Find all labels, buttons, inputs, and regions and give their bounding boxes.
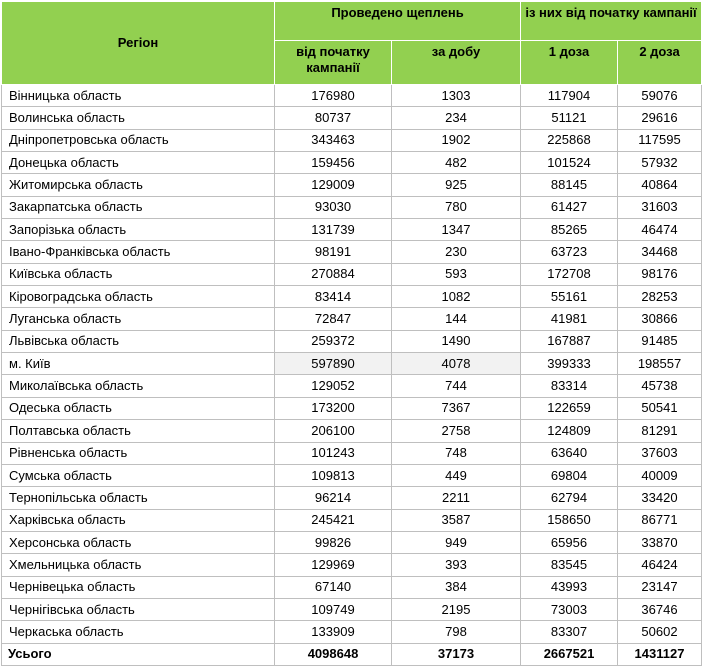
total-since-start-cell: 93030	[275, 196, 392, 218]
per-day-cell: 1902	[392, 129, 521, 151]
total-since-start-cell: 133909	[275, 621, 392, 643]
table-row	[2, 263, 702, 285]
dose2-cell: 91485	[618, 330, 702, 352]
dose1-cell: 124809	[521, 420, 618, 442]
region-cell: Волинська область	[2, 107, 275, 129]
region-cell: Запорізька область	[2, 219, 275, 241]
per-day-cell: 449	[392, 464, 521, 486]
total-since-start-cell: 129969	[275, 554, 392, 576]
dose2-cell: 46424	[618, 554, 702, 576]
table-row	[2, 353, 702, 375]
table-row	[2, 308, 702, 330]
per-day-cell: 2758	[392, 420, 521, 442]
dose1-cell: 51121	[521, 107, 618, 129]
region-cell: Харківська область	[2, 509, 275, 531]
dose2-cell: 98176	[618, 263, 702, 285]
table-row	[2, 621, 702, 643]
per-day-cell: 744	[392, 375, 521, 397]
dose2-cell: 57932	[618, 152, 702, 174]
per-day-cell: 925	[392, 174, 521, 196]
dose1-cell: 158650	[521, 509, 618, 531]
dose1-cell: 172708	[521, 263, 618, 285]
table-row	[2, 576, 702, 598]
table-row	[2, 531, 702, 553]
total-since-start-cell: 83414	[275, 286, 392, 308]
region-cell: Херсонська область	[2, 531, 275, 553]
region-cell: Київська область	[2, 263, 275, 285]
dose1-cell: 83314	[521, 375, 618, 397]
total-since-start-cell: 72847	[275, 308, 392, 330]
dose1-cell: 167887	[521, 330, 618, 352]
dose2-cell: 198557	[618, 353, 702, 375]
dose1-cell: 225868	[521, 129, 618, 151]
dose1-cell: 117904	[521, 85, 618, 107]
dose1-cell: 63723	[521, 241, 618, 263]
dose1-cell: 43993	[521, 576, 618, 598]
per-day-cell: 482	[392, 152, 521, 174]
per-day-cell: 1347	[392, 219, 521, 241]
region-cell: Львівська область	[2, 330, 275, 352]
dose2-cell: 81291	[618, 420, 702, 442]
dose1-cell: 65956	[521, 531, 618, 553]
per-day-column-header: за добу	[392, 41, 521, 85]
total-label-cell: Усього	[2, 643, 275, 665]
dose1-cell: 122659	[521, 397, 618, 419]
total-since-start-cell: 270884	[275, 263, 392, 285]
per-day-cell: 748	[392, 442, 521, 464]
region-cell: Рівненська область	[2, 442, 275, 464]
table-row	[2, 420, 702, 442]
table-row	[2, 219, 702, 241]
dose2-cell: 40864	[618, 174, 702, 196]
total-dose1-cell: 2667521	[521, 643, 618, 665]
table-row	[2, 152, 702, 174]
dose2-cell: 45738	[618, 375, 702, 397]
region-cell: Житомирська область	[2, 174, 275, 196]
total-since-start-cell: 4098648	[275, 643, 392, 665]
vaccination-table	[1, 1, 702, 666]
dose2-cell: 117595	[618, 129, 702, 151]
total-row	[2, 643, 702, 665]
total-since-start-cell: 129052	[275, 375, 392, 397]
total-since-start-cell: 67140	[275, 576, 392, 598]
per-day-cell: 1082	[392, 286, 521, 308]
per-day-cell: 2195	[392, 598, 521, 620]
dose2-cell: 46474	[618, 219, 702, 241]
table-row	[2, 85, 702, 107]
dose1-column-header: 1 доза	[521, 41, 618, 85]
per-day-cell: 384	[392, 576, 521, 598]
table-row	[2, 375, 702, 397]
table-row	[2, 241, 702, 263]
dose2-cell: 33870	[618, 531, 702, 553]
dose1-cell: 399333	[521, 353, 618, 375]
per-day-cell: 780	[392, 196, 521, 218]
vaccinations-group-header: Проведено щеплень	[275, 2, 521, 41]
per-day-cell: 7367	[392, 397, 521, 419]
dose1-cell: 83545	[521, 554, 618, 576]
per-day-cell: 949	[392, 531, 521, 553]
region-cell: Закарпатська область	[2, 196, 275, 218]
total-since-start-cell: 96214	[275, 487, 392, 509]
dose1-cell: 73003	[521, 598, 618, 620]
total-since-start-cell: 343463	[275, 129, 392, 151]
dose1-cell: 88145	[521, 174, 618, 196]
table-row	[2, 464, 702, 486]
region-cell: Кіровоградська область	[2, 286, 275, 308]
dose1-cell: 85265	[521, 219, 618, 241]
dose2-cell: 33420	[618, 487, 702, 509]
dose2-cell: 86771	[618, 509, 702, 531]
table-row	[2, 196, 702, 218]
dose2-cell: 30866	[618, 308, 702, 330]
dose2-cell: 28253	[618, 286, 702, 308]
table-row	[2, 598, 702, 620]
dose2-cell: 23147	[618, 576, 702, 598]
dose1-cell: 61427	[521, 196, 618, 218]
dose1-cell: 62794	[521, 487, 618, 509]
per-day-cell: 144	[392, 308, 521, 330]
table-row	[2, 107, 702, 129]
dose1-cell: 69804	[521, 464, 618, 486]
total-per-day-cell: 37173	[392, 643, 521, 665]
table-row	[2, 397, 702, 419]
per-day-cell: 3587	[392, 509, 521, 531]
per-day-cell: 230	[392, 241, 521, 263]
table-header	[2, 2, 702, 85]
region-cell: Хмельницька область	[2, 554, 275, 576]
region-cell: Одеська область	[2, 397, 275, 419]
dose2-cell: 59076	[618, 85, 702, 107]
table-row	[2, 554, 702, 576]
total-since-start-cell: 597890	[275, 353, 392, 375]
table-row	[2, 129, 702, 151]
total-since-start-cell: 206100	[275, 420, 392, 442]
total-dose2-cell: 1431127	[618, 643, 702, 665]
table-row	[2, 509, 702, 531]
region-cell: Полтавська область	[2, 420, 275, 442]
total-since-start-cell: 109749	[275, 598, 392, 620]
total-since-start-cell: 129009	[275, 174, 392, 196]
dose2-cell: 29616	[618, 107, 702, 129]
dose1-cell: 101524	[521, 152, 618, 174]
total-since-start-cell: 109813	[275, 464, 392, 486]
region-cell: Донецька область	[2, 152, 275, 174]
per-day-cell: 4078	[392, 353, 521, 375]
total-since-start-cell: 80737	[275, 107, 392, 129]
region-cell: Луганська область	[2, 308, 275, 330]
total-since-start-cell: 101243	[275, 442, 392, 464]
per-day-cell: 1490	[392, 330, 521, 352]
per-day-cell: 1303	[392, 85, 521, 107]
dose2-column-header: 2 доза	[618, 41, 702, 85]
table-row	[2, 487, 702, 509]
of-which-group-header: із них від початку кампанії	[521, 2, 702, 41]
region-cell: Тернопільська область	[2, 487, 275, 509]
dose2-cell: 50541	[618, 397, 702, 419]
region-cell: Чернігівська область	[2, 598, 275, 620]
total-since-start-cell: 159456	[275, 152, 392, 174]
dose2-cell: 36746	[618, 598, 702, 620]
per-day-cell: 798	[392, 621, 521, 643]
region-cell: Дніпропетровська область	[2, 129, 275, 151]
since-start-column-header: від початку кампанії	[275, 41, 392, 85]
total-since-start-cell: 245421	[275, 509, 392, 531]
dose2-cell: 34468	[618, 241, 702, 263]
dose1-cell: 41981	[521, 308, 618, 330]
dose2-cell: 31603	[618, 196, 702, 218]
region-column-header: Регіон	[2, 2, 275, 85]
total-since-start-cell: 173200	[275, 397, 392, 419]
dose1-cell: 83307	[521, 621, 618, 643]
total-since-start-cell: 131739	[275, 219, 392, 241]
per-day-cell: 393	[392, 554, 521, 576]
dose2-cell: 50602	[618, 621, 702, 643]
table-body	[2, 85, 702, 666]
dose2-cell: 37603	[618, 442, 702, 464]
dose1-cell: 63640	[521, 442, 618, 464]
region-cell: Івано-Франківська область	[2, 241, 275, 263]
per-day-cell: 593	[392, 263, 521, 285]
table-row	[2, 330, 702, 352]
per-day-cell: 234	[392, 107, 521, 129]
region-cell: Сумська область	[2, 464, 275, 486]
per-day-cell: 2211	[392, 487, 521, 509]
region-cell: Чернівецька область	[2, 576, 275, 598]
region-cell: Черкаська область	[2, 621, 275, 643]
region-cell: м. Київ	[2, 353, 275, 375]
total-since-start-cell: 259372	[275, 330, 392, 352]
table-row	[2, 286, 702, 308]
dose2-cell: 40009	[618, 464, 702, 486]
total-since-start-cell: 176980	[275, 85, 392, 107]
dose1-cell: 55161	[521, 286, 618, 308]
total-since-start-cell: 98191	[275, 241, 392, 263]
table-row	[2, 174, 702, 196]
region-cell: Миколаївська область	[2, 375, 275, 397]
total-since-start-cell: 99826	[275, 531, 392, 553]
region-cell: Вінницька область	[2, 85, 275, 107]
table-row	[2, 442, 702, 464]
